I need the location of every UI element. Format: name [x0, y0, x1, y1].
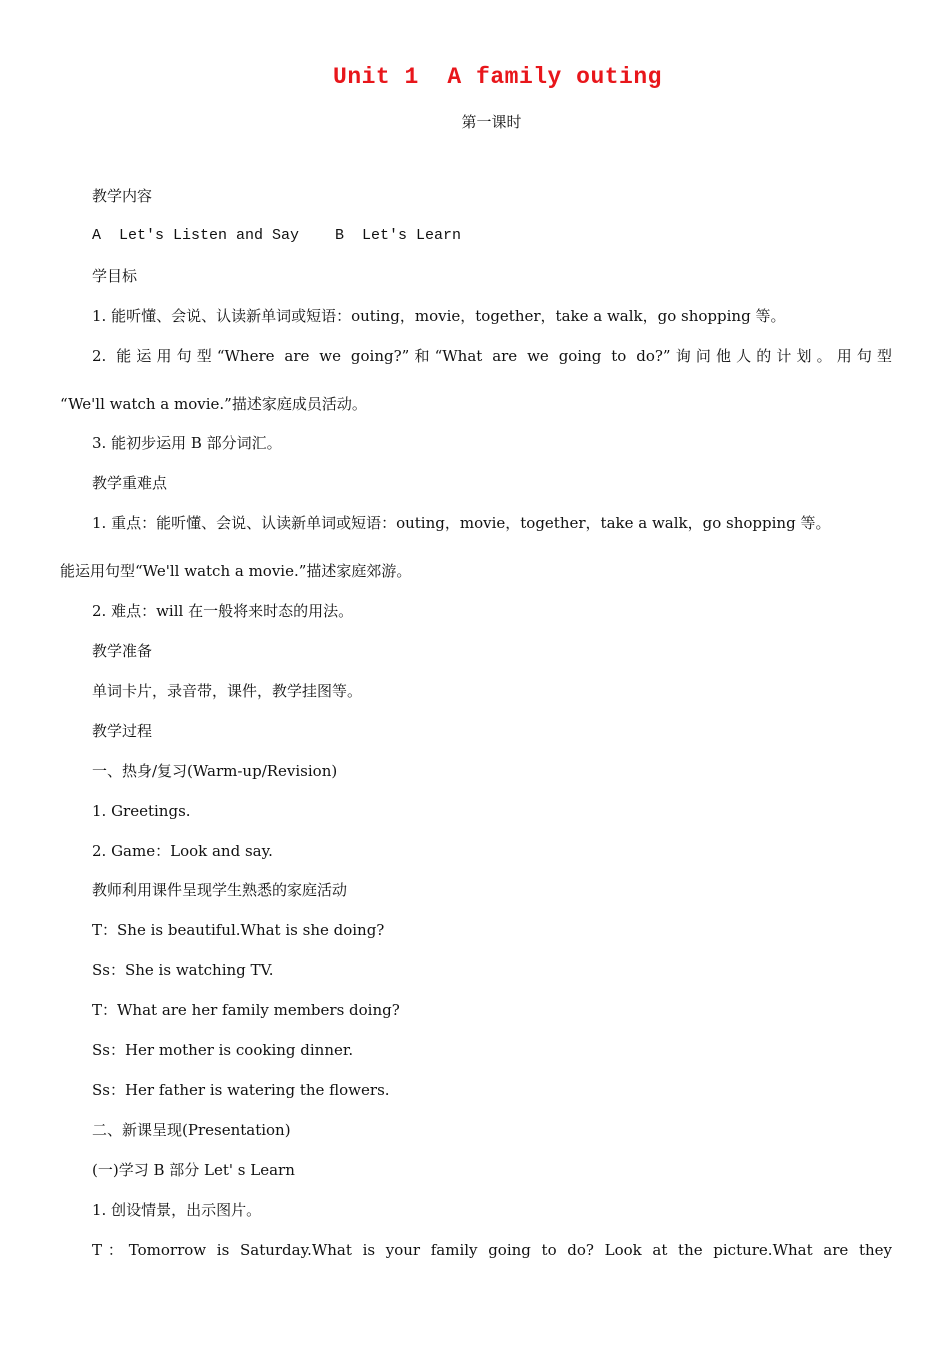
section-heading-content: 教学内容: [92, 187, 153, 205]
objective-2: 2. 能运用句型“Where are we going?”和“What are we going to do?”询问他人的计划。用句型: [92, 347, 892, 365]
dialogue-line: Ss：Her father is watering the flowers.: [92, 1081, 390, 1099]
dialogue-line: T：Tomorrow is Saturday.What is your family going to do? Look at the picture.What are they: [92, 1241, 892, 1259]
dialogue-line: T：She is beautiful.What is she doing?: [92, 921, 385, 939]
key-point-1-cont: 能运用句型“We'll watch a movie.”描述家庭郊游。: [60, 562, 412, 580]
warm-up-1: 1. Greetings.: [92, 802, 191, 820]
teacher-note: 教师利用课件呈现学生熟悉的家庭活动: [92, 881, 348, 899]
dialogue-line: T：What are her family members doing?: [92, 1001, 400, 1019]
document-title: Unit 1 A family outing: [333, 64, 662, 90]
objective-1: 1. 能听懂、会说、认读新单词或短语：outing，movie，together，take a walk，go shopping 等。: [92, 307, 786, 325]
section-heading-objectives: 学目标: [92, 267, 138, 285]
step-presentation: 二、新课呈现(Presentation): [92, 1121, 291, 1139]
section-heading-preparation: 教学准备: [92, 642, 153, 660]
key-point-1: 1. 重点：能听懂、会说、认读新单词或短语：outing，movie，together，take a walk，go shopping 等。: [92, 514, 831, 532]
dialogue-line: Ss：She is watching TV.: [92, 961, 274, 979]
section-heading-process: 教学过程: [92, 722, 153, 740]
objective-3: 3. 能初步运用 B 部分词汇。: [92, 434, 282, 452]
section-heading-key-points: 教学重难点: [92, 474, 168, 492]
dialogue-line: Ss：Her mother is cooking dinner.: [92, 1041, 354, 1059]
lesson-subtitle: 第一课时: [461, 113, 522, 131]
content-line: A Let's Listen and Say B Let's Learn: [92, 227, 462, 244]
preparation-text: 单词卡片，录音带，课件，教学挂图等。: [92, 682, 363, 700]
presentation-part: (一)学习 B 部分 Let' s Learn: [92, 1161, 295, 1179]
warm-up-2: 2. Game：Look and say.: [92, 842, 273, 860]
key-point-2: 2. 难点：will 在一般将来时态的用法。: [92, 602, 354, 620]
presentation-step-1: 1. 创设情景，出示图片。: [92, 1201, 262, 1219]
objective-2-cont: “We'll watch a movie.”描述家庭成员活动。: [60, 395, 367, 413]
step-warm-up: 一、热身/复习(Warm-up/Revision): [92, 762, 338, 780]
